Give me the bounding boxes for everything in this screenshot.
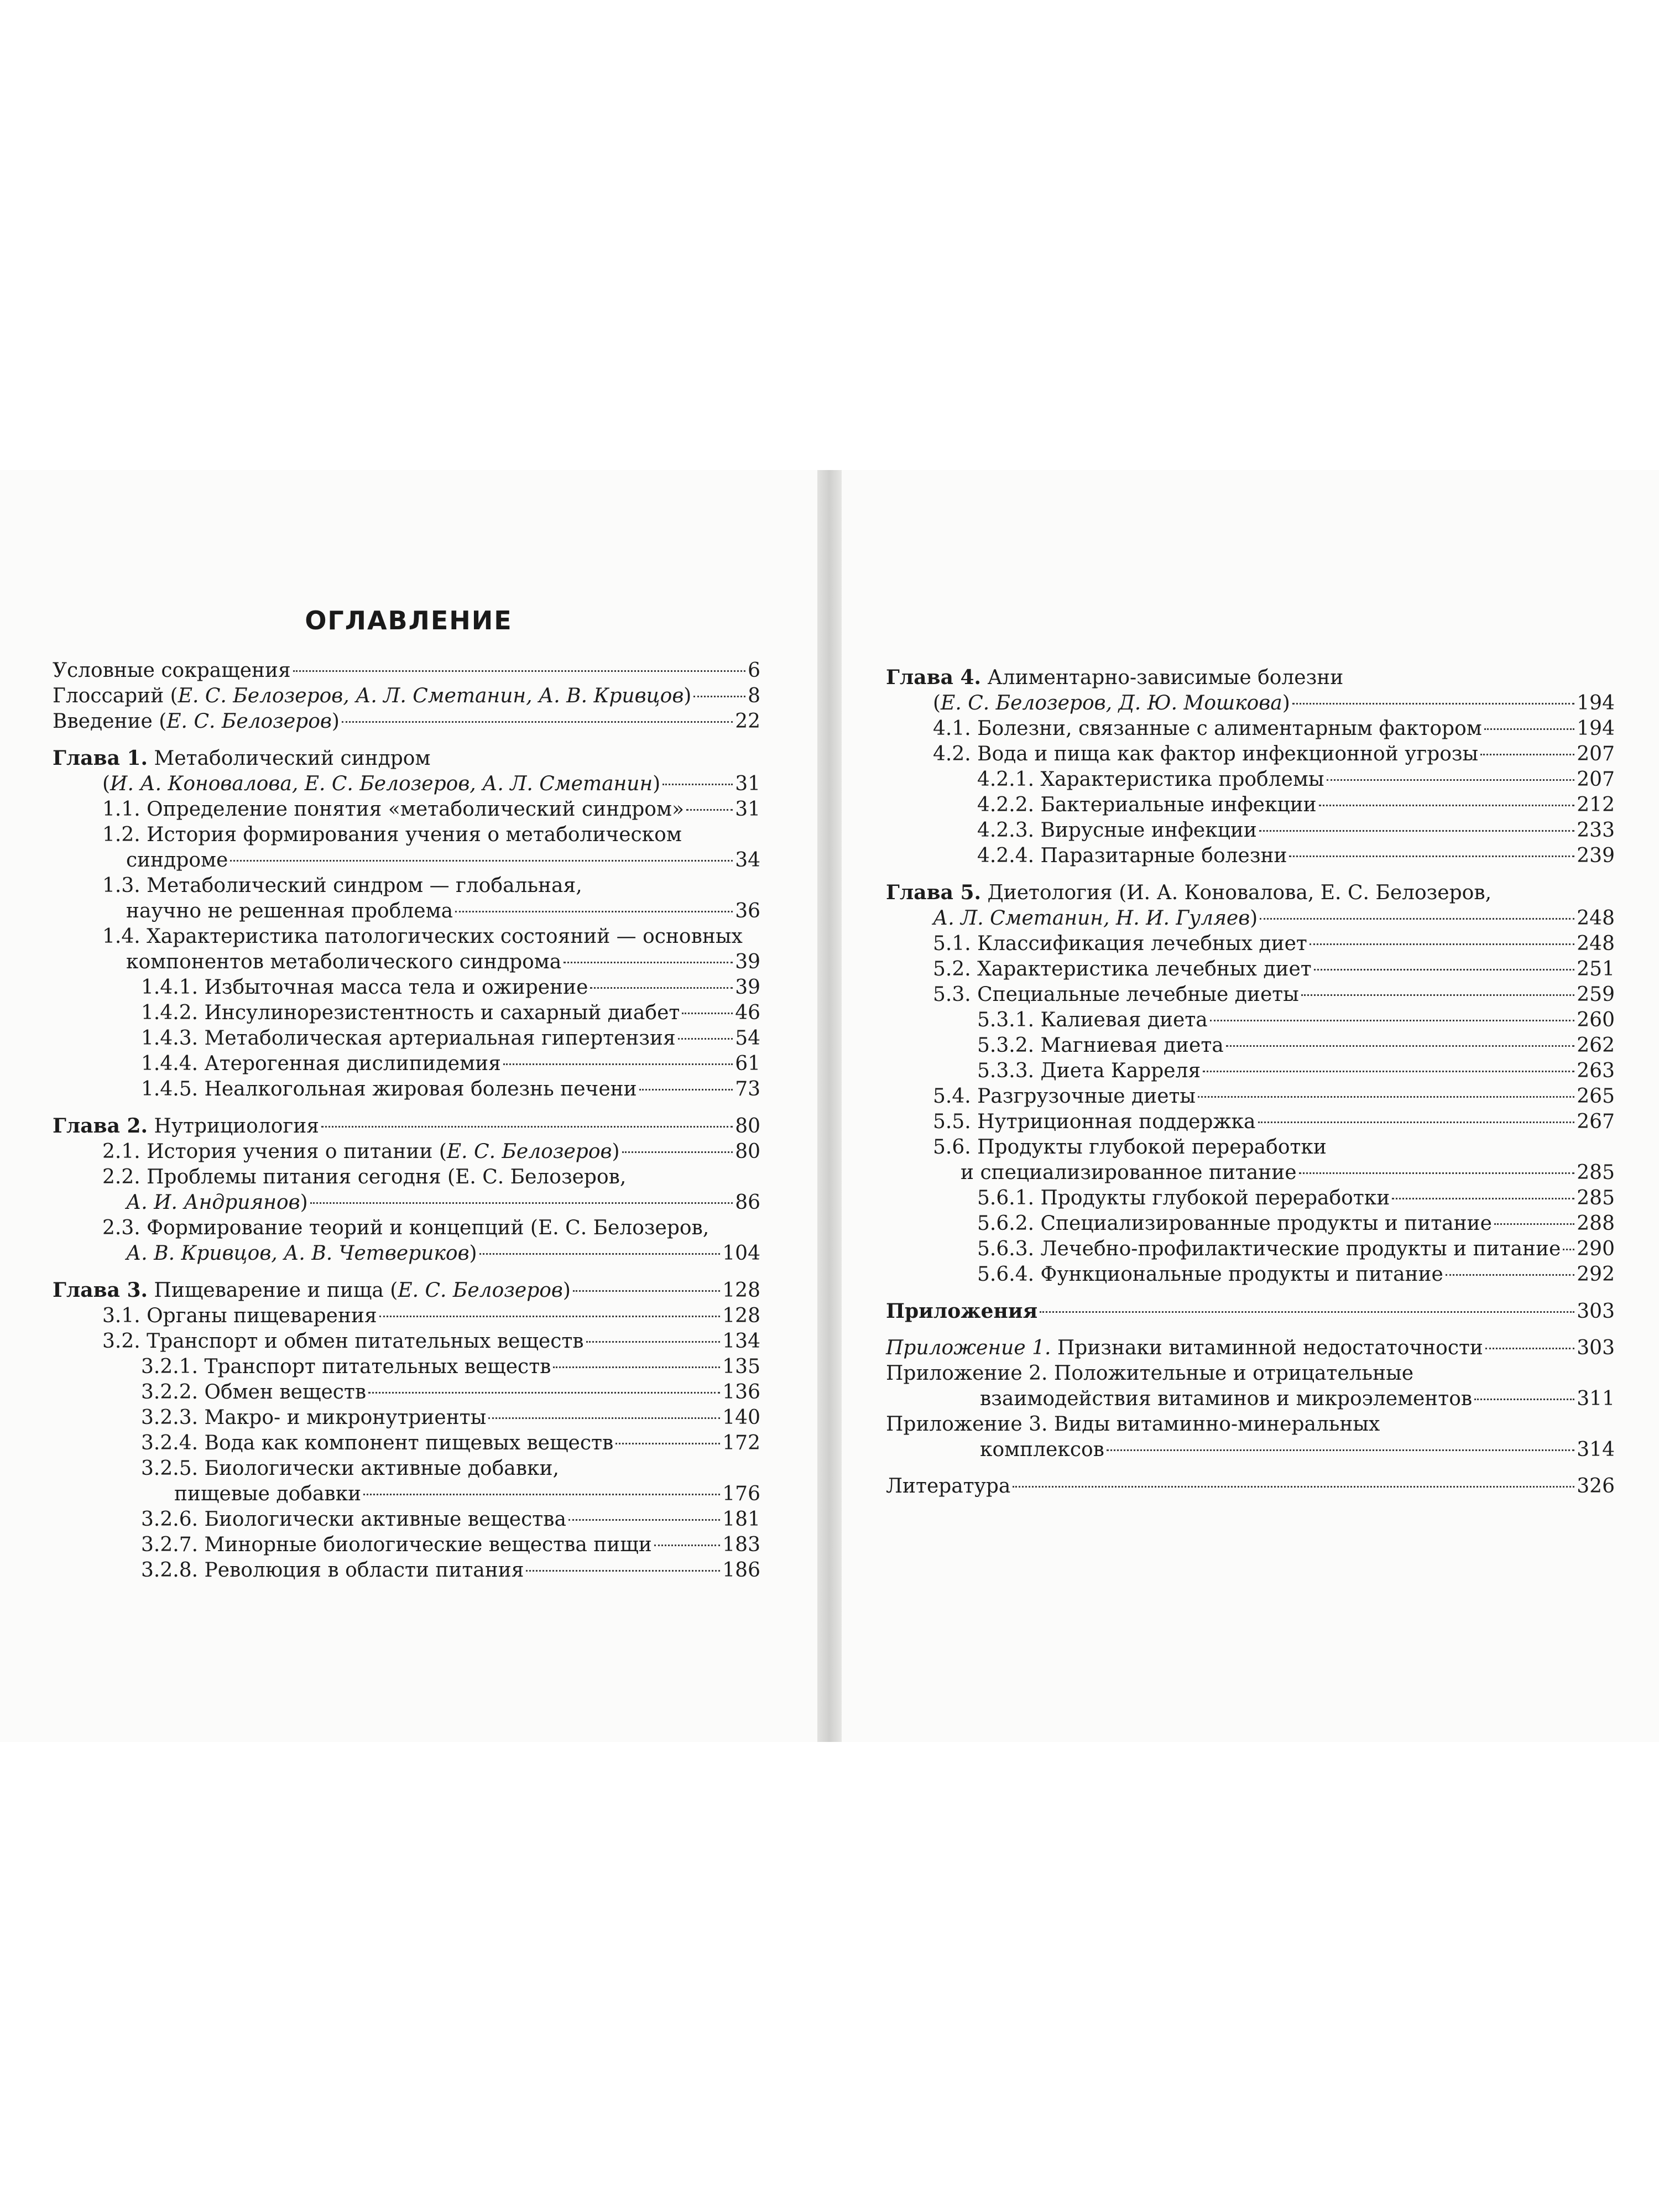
- toc-chapter-entry[interactable]: Глава 2. Нутрициология 80: [53, 1114, 760, 1138]
- toc-entry-line: 2.2. Проблемы питания сегодня (Е. С. Белозеров,: [102, 1166, 627, 1188]
- toc-entry[interactable]: 5.6.4. Функциональные продукты и питание 292: [977, 1263, 1615, 1286]
- toc-entry[interactable]: 3.2.4. Вода как компонент пищевых веществ 172: [141, 1432, 760, 1454]
- toc-entry[interactable]: (Е. С. Белозеров, Д. Ю. Мошкова) 194: [933, 692, 1615, 714]
- toc-appendices-entry[interactable]: Приложения 303: [886, 1300, 1615, 1323]
- toc-entry[interactable]: 4.2.1. Характеристика проблемы 207: [977, 768, 1615, 791]
- toc-entry[interactable]: 4.2. Вода и пища как фактор инфекционной угрозы 207: [933, 743, 1615, 765]
- toc-entry[interactable]: 1.4.2. Инсулинорезистентность и сахарный диабет 46: [141, 1001, 760, 1024]
- toc-chapter-entry[interactable]: Глава 3. Пищеварение и пища (Е. С. Белозеров) 128: [53, 1279, 760, 1302]
- toc-entry[interactable]: 5.3. Специальные лечебные диеты 259: [933, 983, 1615, 1006]
- toc-entry[interactable]: 5.1. Классификация лечебных диет 248: [933, 932, 1615, 955]
- toc-entry[interactable]: синдроме 34: [126, 849, 760, 872]
- toc-entry[interactable]: 5.3.3. Диета Карреля 263: [977, 1060, 1615, 1082]
- toc-entry[interactable]: 5.3.2. Магниевая диета 262: [977, 1034, 1615, 1057]
- toc-entry[interactable]: А. В. Кривцов, А. В. Четвериков) 104: [126, 1242, 760, 1265]
- toc-chapter-title[interactable]: Глава 5. Диетология (И. А. Коновалова, Е. С. Белозеров,: [886, 881, 1492, 904]
- toc-entry[interactable]: Приложение 1. Признаки витаминной недостаточности 303: [886, 1337, 1615, 1359]
- toc-right-list: [886, 665, 1615, 1499]
- toc-entry[interactable]: 3.2. Транспорт и обмен питательных веществ 134: [102, 1330, 760, 1353]
- toc-entry[interactable]: 5.5. Нутриционная поддержка 267: [933, 1110, 1615, 1133]
- toc-entry[interactable]: 5.6.2. Специализированные продукты и питание 288: [977, 1212, 1615, 1235]
- toc-entry[interactable]: А. Л. Сметанин, Н. И. Гуляев) 248: [933, 907, 1615, 930]
- toc-entry[interactable]: и специализированное питание 285: [961, 1161, 1615, 1184]
- toc-chapter-title[interactable]: Глава 4. Алиментарно-зависимые болезни: [886, 666, 1344, 689]
- toc-entry[interactable]: 1.4.1. Избыточная масса тела и ожирение 39: [141, 976, 760, 999]
- toc-entry[interactable]: 5.6.1. Продукты глубокой переработки 285: [977, 1187, 1615, 1209]
- toc-entry[interactable]: 2.1. История учения о питании (Е. С. Белозеров) 80: [102, 1140, 760, 1163]
- toc-entry[interactable]: 3.2.1. Транспорт питательных веществ 135: [141, 1355, 760, 1378]
- toc-entry[interactable]: комплексов 314: [980, 1438, 1615, 1461]
- toc-entry[interactable]: 1.4.5. Неалкогольная жировая болезнь печени 73: [141, 1078, 760, 1100]
- toc-entry-line: 1.4. Характеристика патологических состояний — основных: [102, 925, 743, 948]
- toc-entry[interactable]: Глоссарий (Е. С. Белозеров, А. Л. Сметанин, А. В. Кривцов) 8: [53, 685, 760, 707]
- toc-entry[interactable]: А. И. Андриянов) 86: [126, 1191, 760, 1214]
- toc-entry[interactable]: 3.2.3. Макро- и микронутриенты 140: [141, 1406, 760, 1429]
- toc-chapter-title[interactable]: Глава 1. Метаболический синдром: [53, 747, 431, 770]
- toc-entry[interactable]: компонентов метаболического синдрома 39: [126, 951, 760, 973]
- toc-entry[interactable]: 4.1. Болезни, связанные с алиментарным фактором 194: [933, 717, 1615, 740]
- left-page: [0, 470, 817, 1742]
- toc-entry[interactable]: (И. А. Коновалова, Е. С. Белозеров, А. Л. Сметанин) 31: [102, 773, 760, 795]
- toc-entry[interactable]: 3.2.8. Революция в области питания 186: [141, 1559, 760, 1582]
- toc-entry-line: Приложение 2. Положительные и отрицательные: [886, 1362, 1414, 1385]
- toc-entry[interactable]: 3.2.7. Минорные биологические вещества пищи 183: [141, 1533, 760, 1556]
- toc-entry[interactable]: 5.3.1. Калиевая диета 260: [977, 1009, 1615, 1031]
- book-gutter: [817, 470, 842, 1742]
- toc-entry[interactable]: 1.4.3. Метаболическая артериальная гипертензия 54: [141, 1027, 760, 1050]
- toc-entry-line: Приложение 3. Виды витаминно-минеральных: [886, 1413, 1380, 1436]
- toc-entry[interactable]: 3.1. Органы пищеварения 128: [102, 1305, 760, 1327]
- toc-entry[interactable]: 1.4.4. Атерогенная дислипидемия 61: [141, 1052, 760, 1075]
- toc-entry[interactable]: взаимодействия витаминов и микроэлементов 311: [980, 1387, 1615, 1410]
- toc-entry[interactable]: Литература 326: [886, 1475, 1615, 1498]
- toc-entry[interactable]: 5.4. Разгрузочные диеты 265: [933, 1085, 1615, 1108]
- right-page: [842, 470, 1659, 1742]
- toc-entry[interactable]: Условные сокращения 6: [53, 659, 760, 682]
- toc-entry[interactable]: 4.2.3. Вирусные инфекции 233: [977, 819, 1615, 842]
- toc-entry-line: 3.2.5. Биологически активные добавки,: [141, 1457, 559, 1480]
- toc-entry[interactable]: 1.1. Определение понятия «метаболический синдром» 31: [102, 798, 760, 821]
- toc-entry-line: 2.3. Формирование теорий и концепций (Е. С. Белозеров,: [102, 1217, 709, 1239]
- toc-left-list: [53, 658, 760, 1583]
- toc-entry[interactable]: 5.2. Характеристика лечебных диет 251: [933, 958, 1615, 980]
- toc-entry[interactable]: научно не решенная проблема 36: [126, 900, 760, 922]
- toc-entry[interactable]: Введение (Е. С. Белозеров) 22: [53, 710, 760, 733]
- toc-entry-line: 1.2. История формирования учения о метаболическом: [102, 823, 682, 846]
- toc-entry[interactable]: 5.6.3. Лечебно-профилактические продукты и питание 290: [977, 1238, 1615, 1260]
- toc-entry[interactable]: 3.2.2. Обмен веществ 136: [141, 1381, 760, 1404]
- toc-entry-line: 5.6. Продукты глубокой переработки: [933, 1136, 1327, 1159]
- toc-entry[interactable]: 3.2.6. Биологически активные вещества 181: [141, 1508, 760, 1531]
- toc-entry[interactable]: пищевые добавки 176: [174, 1483, 760, 1505]
- toc-entry[interactable]: 4.2.4. Паразитарные болезни 239: [977, 844, 1615, 867]
- toc-entry-line: 1.3. Метаболический синдром — глобальная,: [102, 874, 582, 897]
- toc-heading: ОГЛАВЛЕНИЕ: [305, 606, 513, 635]
- toc-entry[interactable]: 4.2.2. Бактериальные инфекции 212: [977, 794, 1615, 816]
